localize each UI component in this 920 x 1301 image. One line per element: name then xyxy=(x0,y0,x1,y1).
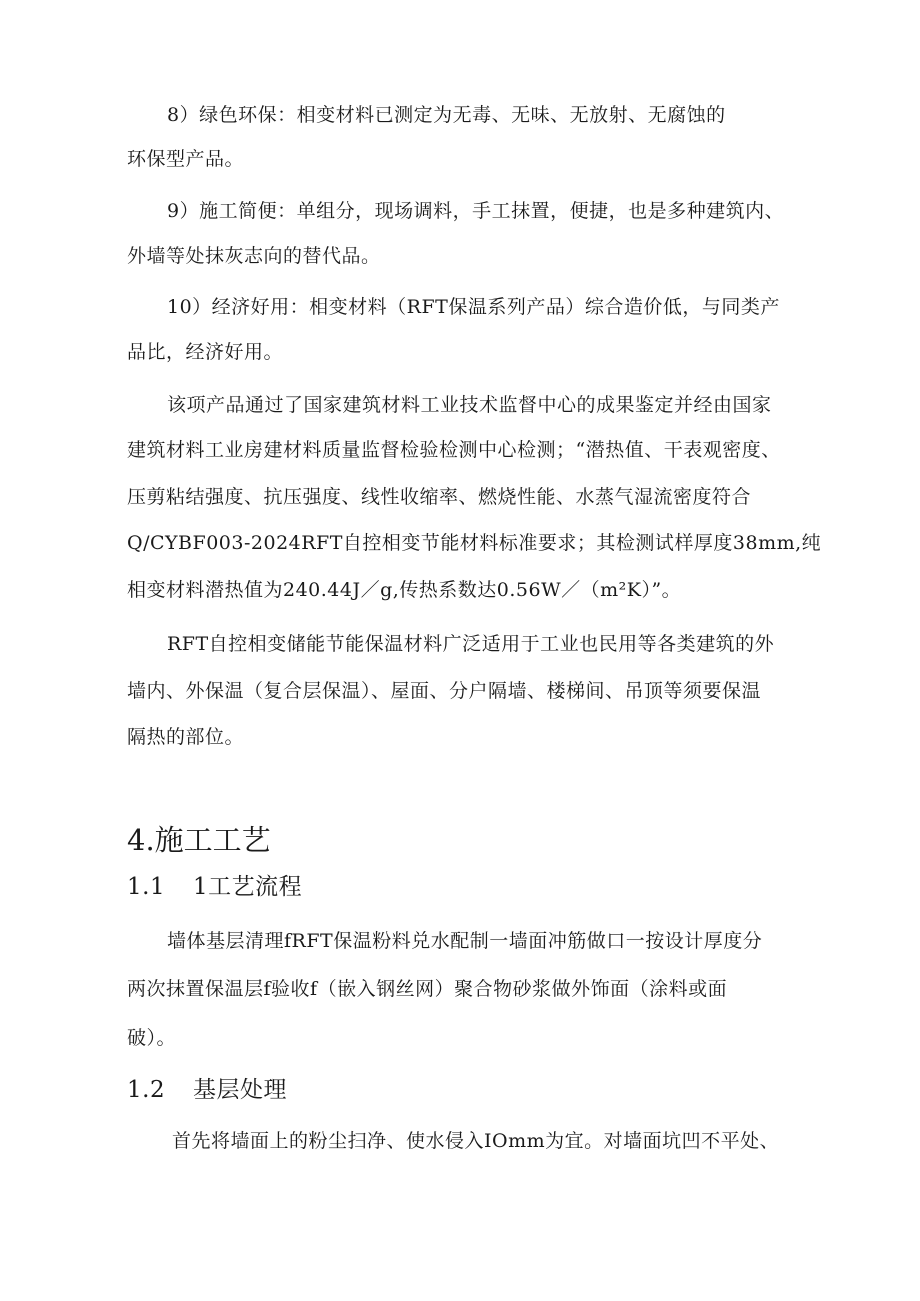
subsection-2-heading xyxy=(127,1076,287,1104)
subsection-2-title: 基层处理 xyxy=(193,1077,287,1103)
certification-line-4: Q/CYBF003-2024RFT自控相变节能材料标准要求；其检测试样厚度38mm,纯 xyxy=(127,532,822,554)
subsection-2-number: 1.2 xyxy=(127,1077,166,1103)
list-item-10-line-2: 品比，经济好用。 xyxy=(127,341,284,363)
subsection-1-line-3: 破）。 xyxy=(127,1027,177,1049)
list-item-10-line-1: 10）经济好用：相变材料（RFT保温系列产品）综合造价低，与同类产 xyxy=(167,296,780,318)
certification-line-3: 压剪粘结强度、抗压强度、线性收缩率、燃烧性能、水蒸气湿流密度符合 xyxy=(127,486,752,508)
section-heading: 4.施工工艺 xyxy=(127,823,271,857)
list-item-8-line-1: 8）绿色环保：相变材料已测定为无毒、无味、无放射、无腐蚀的 xyxy=(167,104,726,126)
subsection-1-heading xyxy=(127,873,302,901)
list-item-9-line-2: 外墙等处抹灰志向的替代品。 xyxy=(127,245,381,267)
application-line-1: RFT自控相变储能节能保温材料广泛适用于工业也民用等各类建筑的外 xyxy=(167,633,775,655)
subsection-1-number: 1.1 xyxy=(127,874,166,900)
list-item-9-line-1: 9）施工简便：单组分，现场调料，手工抹置，便捷，也是多种建筑内、 xyxy=(167,200,785,222)
subsection-1-line-2: 两次抹置保温层f验收f（嵌入钢丝网）聚合物砂浆做外饰面（涂料或面 xyxy=(127,978,728,1000)
subsection-1-line-1: 墙体基层清理fRFT保温粉料兑水配制一墙面冲筋做口一按设计厚度分 xyxy=(167,930,763,952)
certification-line-5: 相变材料潜热值为240.44J／g,传热系数达0.56W／（m²K）”。 xyxy=(127,579,682,601)
certification-line-1: 该项产品通过了国家建筑材料工业技术监督中心的成果鉴定并经由国家 xyxy=(167,394,772,416)
list-item-8-line-2: 环保型产品。 xyxy=(127,148,245,170)
application-line-2: 墙内、外保温（复合层保温）、屋面、分户隔墙、楼梯间、吊顶等须要保温 xyxy=(127,680,762,702)
certification-line-2: 建筑材料工业房建材料质量监督检验检测中心检测；“潜热值、干表观密度、 xyxy=(127,439,781,461)
subsection-1-title: 1工艺流程 xyxy=(193,874,303,900)
subsection-2-line-1: 首先将墙面上的粉尘扫净、使水侵入IOmm为宜。对墙面坑凹不平处、 xyxy=(172,1130,780,1152)
application-line-3: 隔热的部位。 xyxy=(127,726,245,748)
